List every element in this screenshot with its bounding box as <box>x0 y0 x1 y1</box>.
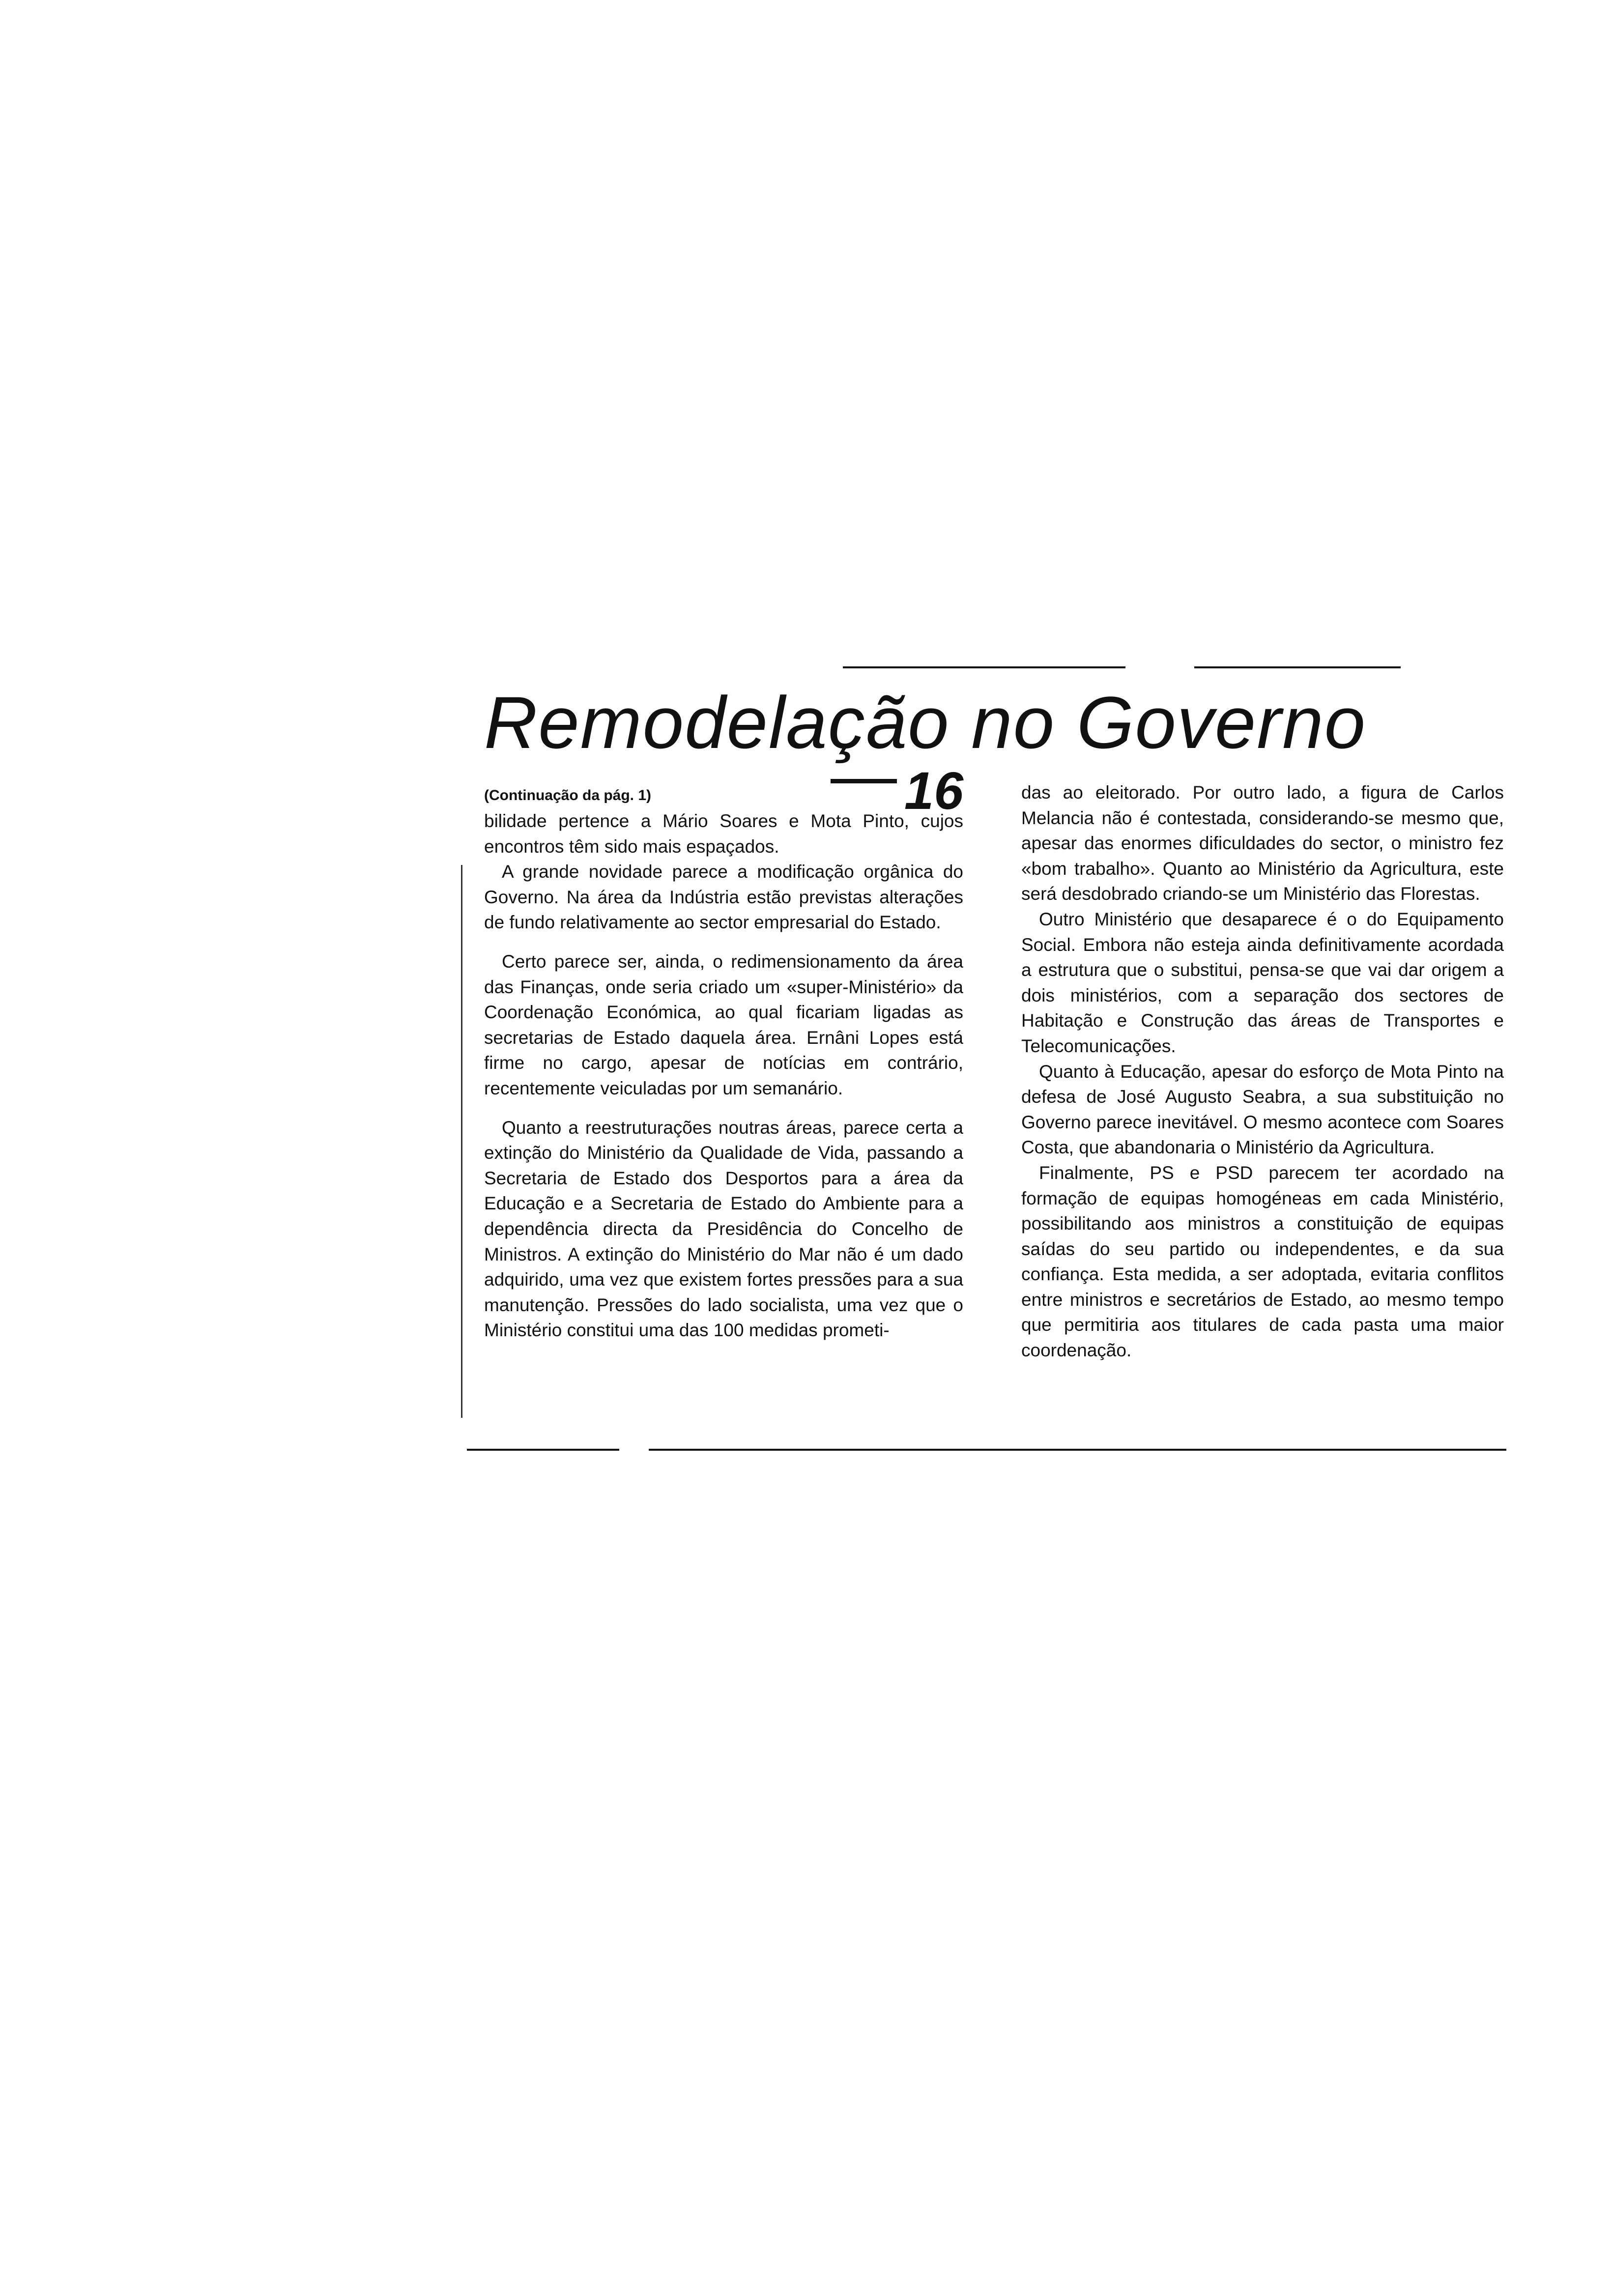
handwritten-underline <box>831 779 897 783</box>
right-column <box>1021 780 1504 1363</box>
left-column <box>484 785 963 1343</box>
handwritten-page-mark: 16 <box>904 761 964 820</box>
paragraph: Finalmente, PS e PSD parecem ter acordado na formação de equipas homogéneas em cada Ministério, possibilitando aos ministros a constituição de equipas saídas do seu partido ou independentes, e da sua confiança. Esta medida, a ser adoptada, evitaria conflitos entre ministros e secretários de Estado, ao mesmo tempo que permitiria aos titulares de cada pasta uma maior coordenação. <box>1021 1162 1504 1361</box>
top-rule-right <box>1194 666 1401 668</box>
paragraph: Outro Ministério que desaparece é o do Equipamento Social. Embora não esteja ainda definitivamente acordada a estrutura que o substitui, pensa-se que vai dar origem a dois ministérios, com a separação dos sectores de Habitação e Construção das áreas de Transportes e Telecomunicações. <box>1021 909 1504 1056</box>
continuation-note: (Continuação da pág. 1) <box>484 787 652 804</box>
paragraph: A grande novidade parece a modificação orgânica do Governo. Na área da Indústria estão previstas alterações de fundo relativamente ao sector empresarial do Estado. <box>484 861 963 933</box>
bottom-rule-right <box>649 1449 1506 1451</box>
paragraph: Quanto à Educação, apesar do esforço de Mota Pinto na defesa de José Augusto Seabra, a sua substituição no Governo parece inevitável. O mesmo acontece com Soares Costa, que abandonaria o Ministério da Agricultura. <box>1021 1061 1504 1158</box>
paragraph: bilidade pertence a Mário Soares e Mota Pinto, cujos encontros têm sido mais espaçados. <box>484 811 963 857</box>
paragraph: Certo parece ser, ainda, o redimensionamento da área das Finanças, onde seria criado um «super-Ministério» da Coordenação Económica, ao qual ficariam ligadas as secretarias de Estado daquela área. Ernâni Lopes está firme no cargo, apesar de notícias em contrário, recentemente veiculadas por um semanário. <box>484 951 963 1098</box>
paragraph: Quanto a reestruturações noutras áreas, parece certa a extinção do Ministério da Qualidade de Vida, passando a Secretaria de Estado dos Desportos para a área da Educação e a Secretaria de Estado do Ambiente para a dependência directa da Presidência do Concelho de Ministros. A extinção do Ministério do Mar não é um dado adquirido, uma vez que existem fortes pressões para a sua manutenção. Pressões do lado socialista, uma vez que o Ministério constitui uma das 100 medidas prometi- <box>484 1117 963 1341</box>
margin-bar <box>461 865 462 1418</box>
top-rule-left <box>843 666 1125 668</box>
headline: Remodelação no Governo <box>484 681 1367 764</box>
paragraph: das ao eleitorado. Por outro lado, a figura de Carlos Melancia não é contestada, considerando-se mesmo que, apesar das enormes dificuldades do sector, o ministro fez «bom trabalho». Quanto ao Ministério da Agricultura, este será desdobrado criando-se um Ministério das Florestas. <box>1021 782 1504 904</box>
bottom-rule-left <box>467 1449 619 1451</box>
